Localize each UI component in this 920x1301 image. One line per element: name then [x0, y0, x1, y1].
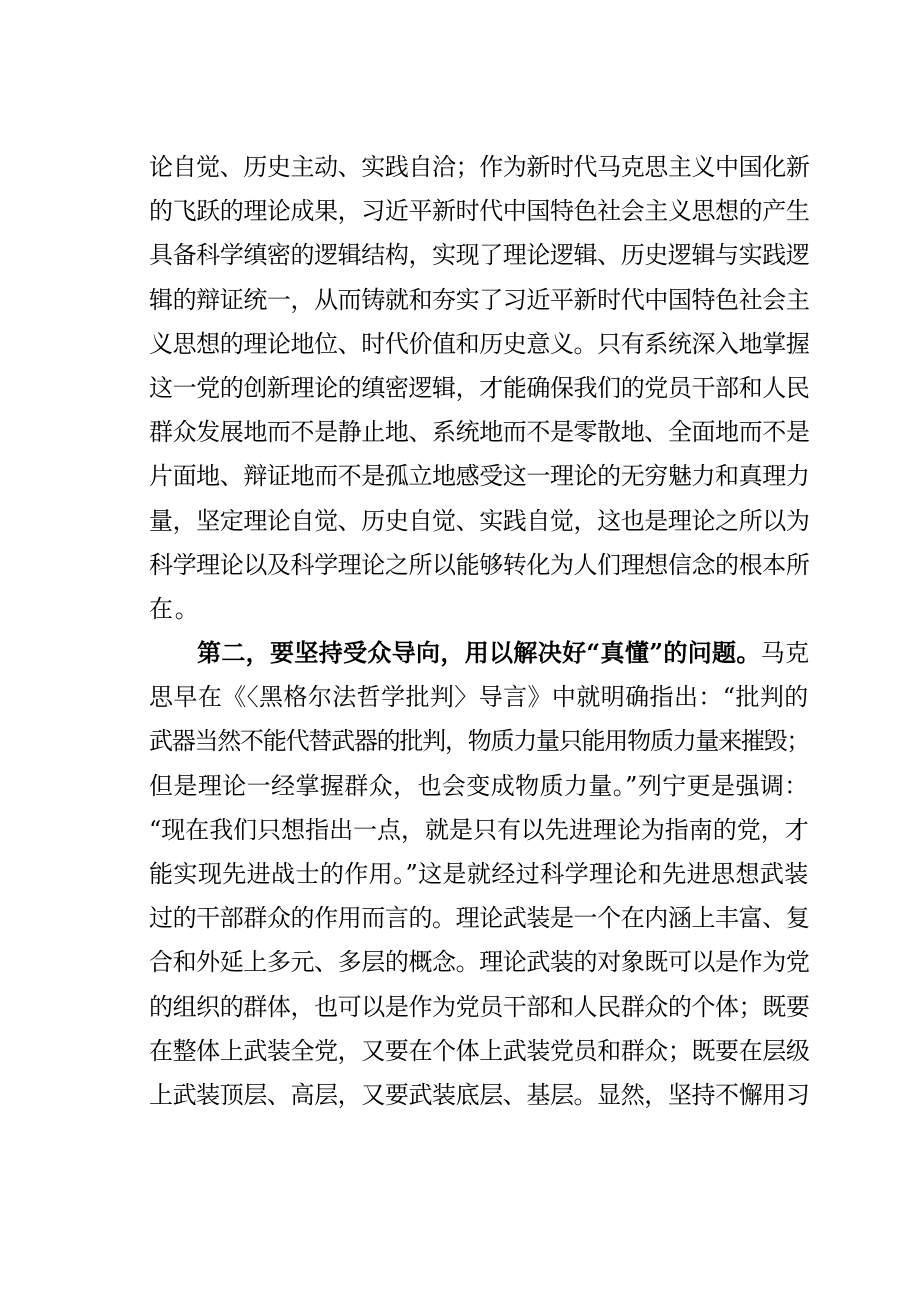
text-line: 辑的辩证统一，从而铸就和夯实了习近平新时代中国特色社会主	[149, 285, 810, 314]
text-line: 武器当然不能代替武器的批判，物质力量只能用物质力量来摧毁；	[149, 727, 810, 756]
text-line: 这一党的创新理论的缜密逻辑，才能确保我们的党员干部和人民	[149, 373, 810, 402]
text-line: 合和外延上多元、多层的概念。理论武装的对象既可以是作为党	[149, 948, 810, 977]
text-line: 过的干部群众的作用而言的。理论武装是一个在内涵上丰富、复	[149, 904, 810, 933]
text-line: 的组织的群体，也可以是作为党员干部和人民群众的个体；既要	[149, 992, 810, 1021]
heading-line-continuation: 马克	[760, 639, 810, 668]
body-text	[149, 145, 809, 1117]
text-line: 义思想的理论地位、时代价值和历史意义。只有系统深入地掌握	[149, 329, 810, 358]
text-line: 具备科学缜密的逻辑结构，实现了理论逻辑、历史逻辑与实践逻	[149, 241, 810, 270]
paragraph-2	[149, 631, 809, 1117]
paragraph-1	[149, 145, 809, 631]
text-line: 量，坚定理论自觉、历史自觉、实践自觉，这也是理论之所以为	[149, 506, 810, 535]
text-line: 的飞跃的理论成果，习近平新时代中国特色社会主义思想的产生	[149, 197, 810, 226]
text-line: 在。	[149, 594, 201, 623]
text-line: 在整体上武装全党，又要在个体上武装党员和群众；既要在层级	[149, 1036, 810, 1065]
text-line: 思早在《〈黑格尔法哲学批判〉导言》中就明确指出：“批判的	[149, 683, 809, 712]
text-line: 但是理论一经掌握群众，也会变成物质力量。”列宁更是强调：	[149, 771, 809, 800]
text-line: 片面地、辩证地而不是孤立地感受这一理论的无穷魅力和真理力	[149, 462, 810, 491]
text-line: “现在我们只想指出一点，就是只有以先进理论为指南的党，才	[149, 815, 809, 844]
text-line: 上武装顶层、高层，又要武装底层、基层。显然，坚持不懈用习	[149, 1080, 810, 1109]
text-line: 群众发展地而不是静止地、系统地而不是零散地、全面地而不是	[149, 418, 810, 447]
text-line: 科学理论以及科学理论之所以能够转化为人们理想信念的根本所	[149, 550, 810, 579]
section-heading: 第二，要坚持受众导向，用以解决好“真懂”的问题。	[197, 638, 761, 668]
text-line: 论自觉、历史主动、实践自洽；作为新时代马克思主义中国化新	[149, 153, 810, 181]
text-line: 能实现先进战士的作用。”这是就经过科学理论和先进思想武装	[149, 860, 809, 888]
paragraph-2-first-line	[149, 631, 809, 675]
